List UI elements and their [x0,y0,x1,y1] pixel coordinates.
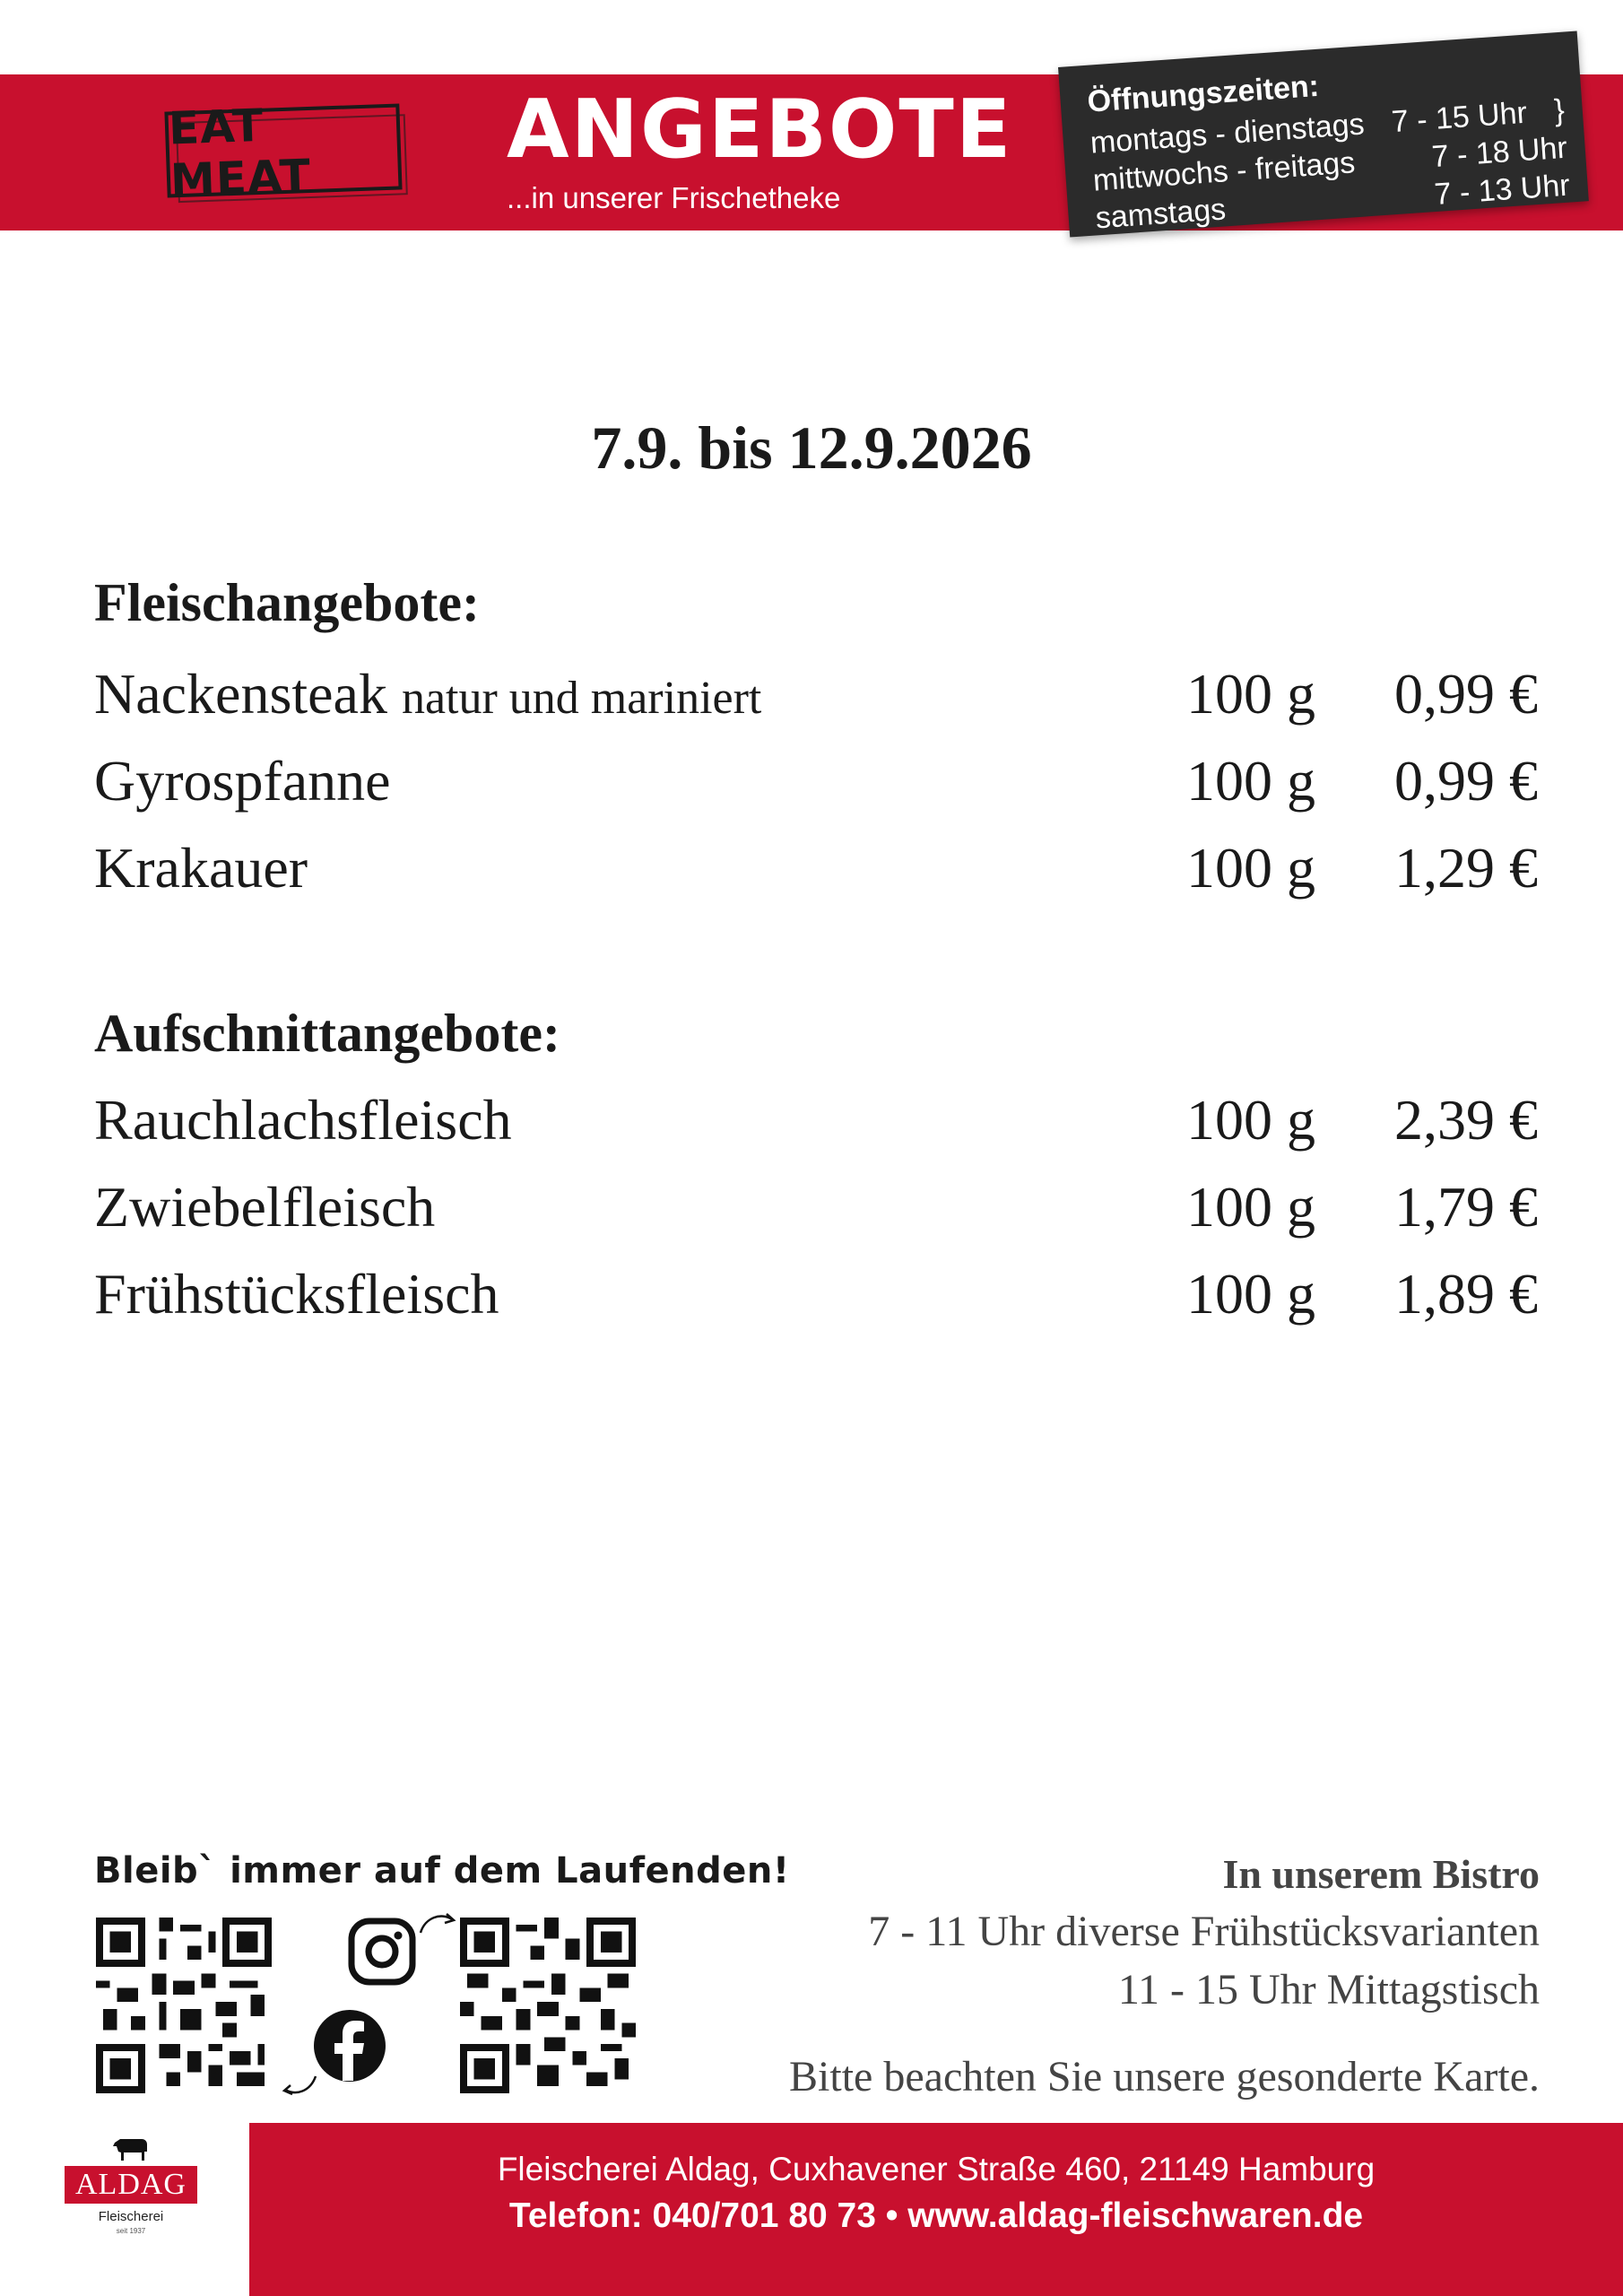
eat-meat-stamp: EAT MEAT [164,103,402,197]
offer-quantity: 100 g [1186,1262,1315,1326]
date-range: 7.9. bis 12.9.2026 [591,413,1032,482]
section-title-meat: Fleischangebote: [94,573,480,632]
page-title: ANGEBOTE [507,83,1013,177]
bistro-title: In unserem Bistro [1222,1851,1540,1897]
offer-row [94,835,1538,907]
bistro-lunch: 11 - 15 Uhr Mittagstisch [1117,1966,1540,2013]
offer-name: Zwiebelfleisch [94,1175,436,1239]
footer-address: Fleischerei Aldag, Cuxhavener Straße 460, 21149 Hamburg [497,2151,1376,2187]
offer-price: 1,79 € [1394,1175,1538,1239]
footer-contact[interactable]: Telefon: 040/701 80 73 • www.aldag-fleischwaren.de [508,2196,1364,2235]
logo-since: seit 1937 [116,2227,146,2235]
offer-row [94,748,1538,820]
offer-price: 1,89 € [1394,1262,1538,1326]
offer-quantity: 100 g [1186,1088,1315,1152]
offer-quantity: 100 g [1186,662,1315,726]
arrow-icon [418,1910,457,1937]
offer-quantity: 100 g [1186,1175,1315,1239]
bistro-breakfast: 7 - 11 Uhr diverse Frühstücksvarianten [868,1908,1540,1955]
social-headline: Bleib` immer auf dem Laufenden! [94,1850,790,1892]
offer-price: 0,99 € [1394,749,1538,813]
offer-row [94,1174,1538,1246]
opening-hours-days: montags - dienstags [1089,107,1366,161]
aldag-logo [59,2130,203,2256]
bistro-note: Bitte beachten Sie unsere gesonderte Karte. [789,2053,1540,2100]
qr-code-icon[interactable] [460,1918,636,2093]
offer-name: Frühstücksfleisch [94,1262,499,1326]
opening-hours-time: 7 - 18 Uhr [1430,130,1568,175]
offer-name: Krakauer [94,836,308,900]
offer-row [94,661,1538,733]
opening-hours-days: samstags [1094,192,1228,236]
offer-name: Nackensteak [94,662,387,726]
facebook-icon[interactable] [313,2009,386,2083]
offer-description: natur und mariniert [401,673,762,724]
qr-code-icon[interactable] [96,1918,272,2093]
opening-hours-time: 7 - 15 Uhr [1390,95,1529,140]
opening-hours-row: montags - dienstags 7 - 15 Uhr } [1089,92,1567,161]
offer-name: Gyrospfanne [94,749,391,813]
logo-name: ALDAG [65,2166,197,2204]
offer-name-wrap [94,661,761,727]
offer-row [94,1261,1538,1333]
section-title-cold-cuts: Aufschnittangebote: [94,1004,560,1063]
cow-icon [111,2134,151,2162]
opening-hours-title: Öffnungszeiten: [1086,68,1321,119]
offer-price: 0,99 € [1394,662,1538,726]
offer-quantity: 100 g [1186,749,1315,813]
opening-hours-time: 7 - 13 Uhr [1433,168,1571,213]
page-subtitle: ...in unserer Frischetheke [507,181,841,214]
opening-hours-card [1058,31,1589,238]
offer-quantity: 100 g [1186,836,1315,900]
offer-name: Rauchlachsfleisch [94,1088,512,1152]
arrow-icon [280,2072,319,2099]
instagram-icon[interactable] [348,1918,416,1986]
offer-price: 1,29 € [1394,836,1538,900]
opening-hours-days: mittwochs - freitags [1091,145,1357,198]
logo-subtitle: Fleischerei [98,2209,164,2224]
offer-row [94,1087,1538,1159]
offer-price: 2,39 € [1394,1088,1538,1152]
